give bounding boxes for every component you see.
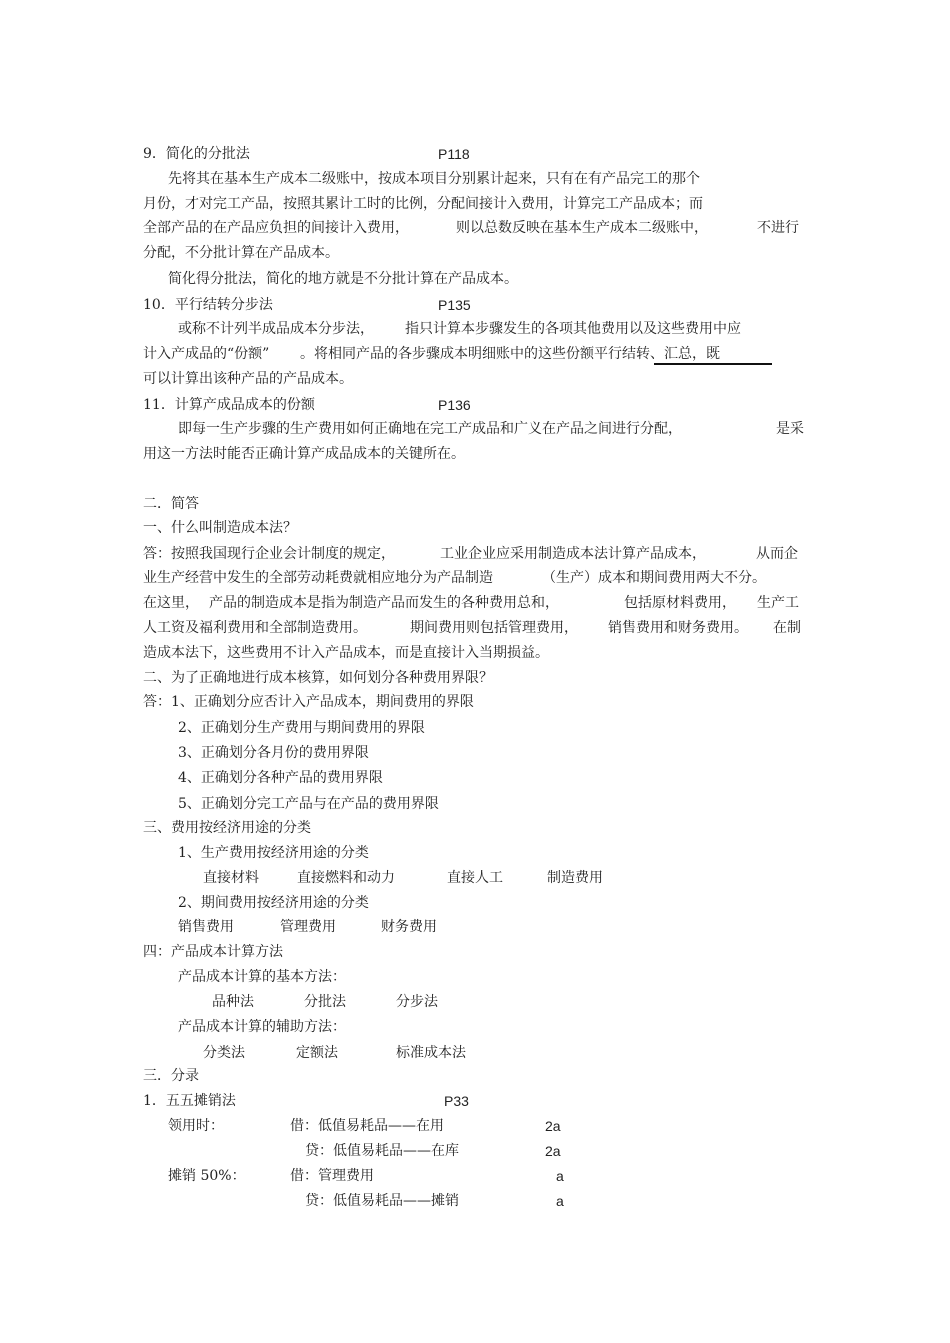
def9-line4: 分配，不分批计算在产品成本。 (143, 245, 339, 261)
answer2-item1: 答：1、正确划分应否计入产品成本，期间费用的界限 (143, 694, 474, 710)
entry-row-side: 借： (290, 1168, 318, 1184)
period-cost-item: 销售费用 (178, 919, 234, 935)
basic-method-item: 分批法 (304, 994, 346, 1010)
answer3-item1: 1、生产费用按经济用途的分类 (178, 845, 369, 861)
entry-row-side: 借： (290, 1118, 318, 1134)
entry1-page: P33 (444, 1093, 469, 1109)
question-1: 一、什么叫制造成本法？ (143, 520, 297, 536)
answer1-line3d: 生产工 (757, 595, 799, 611)
production-cost-item: 制造费用 (547, 870, 603, 886)
basic-method-item: 品种法 (212, 994, 254, 1010)
aux-method-item: 分类法 (203, 1045, 245, 1061)
answer1-line3a: 在这里， (143, 595, 199, 611)
period-cost-item: 财务费用 (381, 919, 437, 935)
answer1-line1a: 答：按照我国现行企业会计制度的规定， (143, 546, 395, 562)
section-short-answer: 二．简答 (143, 496, 199, 512)
question-3: 三、费用按经济用途的分类 (143, 820, 311, 836)
def9-line1: 先将其在基本生产成本二级账中，按成本项目分别累计起来，只有在有产品完工的那个 (168, 171, 700, 187)
entry-row-account: 低值易耗品——在库 (333, 1143, 459, 1159)
underline-mark (654, 363, 772, 365)
answer1-line3c: 包括原材料费用， (624, 595, 736, 611)
answer1-line4a: 人工资及福利费用和全部制造费用。 (143, 620, 367, 636)
answer1-line4b: 期间费用则包括管理费用， (410, 620, 578, 636)
basic-methods-label: 产品成本计算的基本方法： (178, 969, 346, 985)
def9-line3b: 则以总数反映在基本生产成本二级账中， (456, 220, 708, 236)
basic-method-item: 分步法 (396, 994, 438, 1010)
entry-row-side: 贷： (305, 1143, 333, 1159)
section-entries: 三．分录 (143, 1068, 199, 1084)
entry1-title: 1．五五摊销法 (143, 1093, 236, 1109)
entry-row-amount: a (556, 1193, 564, 1209)
entry-row-amount: a (556, 1168, 564, 1184)
entry-row-label: 领用时： (168, 1118, 224, 1134)
aux-methods-label: 产品成本计算的辅助方法： (178, 1019, 346, 1035)
answer1-line4c: 销售费用和财务费用。 (608, 620, 748, 636)
aux-method-item: 标准成本法 (396, 1045, 466, 1061)
answer1-line2a: 业生产经营中发生的全部劳动耗费就相应地分为产品制造 (143, 570, 493, 586)
def11-title: 11．计算产成品成本的份额 (143, 397, 315, 413)
def10-title: 10．平行结转分步法 (143, 297, 273, 313)
def10-page: P135 (438, 297, 471, 313)
answer1-line5: 造成本法下，这些费用不计入产品成本，而是直接计入当期损益。 (143, 645, 549, 661)
def10-line2b: 。将相同产品的各步骤成本明细账中的这些份额平行结转、汇总，既 (300, 346, 720, 362)
production-cost-item: 直接燃料和动力 (297, 870, 395, 886)
def9-title: 9．简化的分批法 (143, 146, 250, 162)
production-cost-item: 直接材料 (203, 870, 259, 886)
answer1-line1c: 从而企 (756, 546, 798, 562)
def9-line5: 简化得分批法，简化的地方就是不分批计算在产品成本。 (168, 271, 518, 287)
question-2: 二、为了正确地进行成本核算，如何划分各种费用界限？ (143, 670, 493, 686)
def11-page: P136 (438, 397, 471, 413)
entry-row-account: 低值易耗品——摊销 (333, 1193, 459, 1209)
answer2-item3: 3、正确划分各月份的费用界限 (178, 745, 369, 761)
question-4: 四：产品成本计算方法 (143, 944, 283, 960)
def10-line1b: 指只计算本步骤发生的各项其他费用以及这些费用中应 (405, 321, 741, 337)
answer1-line4d: 在制 (773, 620, 801, 636)
entry-row-account: 管理费用 (318, 1168, 374, 1184)
entry-row-account: 低值易耗品——在用 (318, 1118, 444, 1134)
def11-line2: 用这一方法时能否正确计算产成品成本的关键所在。 (143, 446, 465, 462)
answer3-item2: 2、期间费用按经济用途的分类 (178, 895, 369, 911)
answer1-line3b: 产品的制造成本是指为制造产品而发生的各种费用总和， (209, 595, 559, 611)
production-cost-item: 直接人工 (447, 870, 503, 886)
aux-method-item: 定额法 (296, 1045, 338, 1061)
def9-page: P118 (438, 146, 470, 162)
def11-line1a: 即每一生产步骤的生产费用如何正确地在完工产成品和广义在产品之间进行分配， (178, 421, 682, 437)
entry-row-amount: 2a (545, 1118, 561, 1134)
answer2-item5: 5、正确划分完工产品与在产品的费用界限 (178, 796, 439, 812)
entry-row-amount: 2a (545, 1143, 561, 1159)
period-cost-item: 管理费用 (280, 919, 336, 935)
entry-row-label: 摊销 50%： (168, 1168, 246, 1184)
def10-line2a: 计入产成品的“份额” (143, 346, 270, 362)
def9-line2: 月份，才对完工产品，按照其累计工时的比例，分配间接计入费用，计算完工产品成本；而 (143, 196, 703, 212)
def11-line1b: 是采 (776, 421, 804, 437)
answer1-line1b: 工业企业应采用制造成本法计算产品成本， (440, 546, 706, 562)
answer1-line2b: （生产）成本和期间费用两大不分。 (542, 570, 766, 586)
entry-row-side: 贷： (305, 1193, 333, 1209)
def10-line3: 可以计算出该种产品的产品成本。 (143, 371, 353, 387)
def9-line3a: 全部产品的在产品应负担的间接计入费用， (143, 220, 409, 236)
answer2-item4: 4、正确划分各种产品的费用界限 (178, 770, 383, 786)
def10-line1a: 或称不计列半成品成本分步法， (178, 321, 374, 337)
answer2-item2: 2、正确划分生产费用与期间费用的界限 (178, 720, 425, 736)
def9-line3c: 不进行 (757, 220, 799, 236)
